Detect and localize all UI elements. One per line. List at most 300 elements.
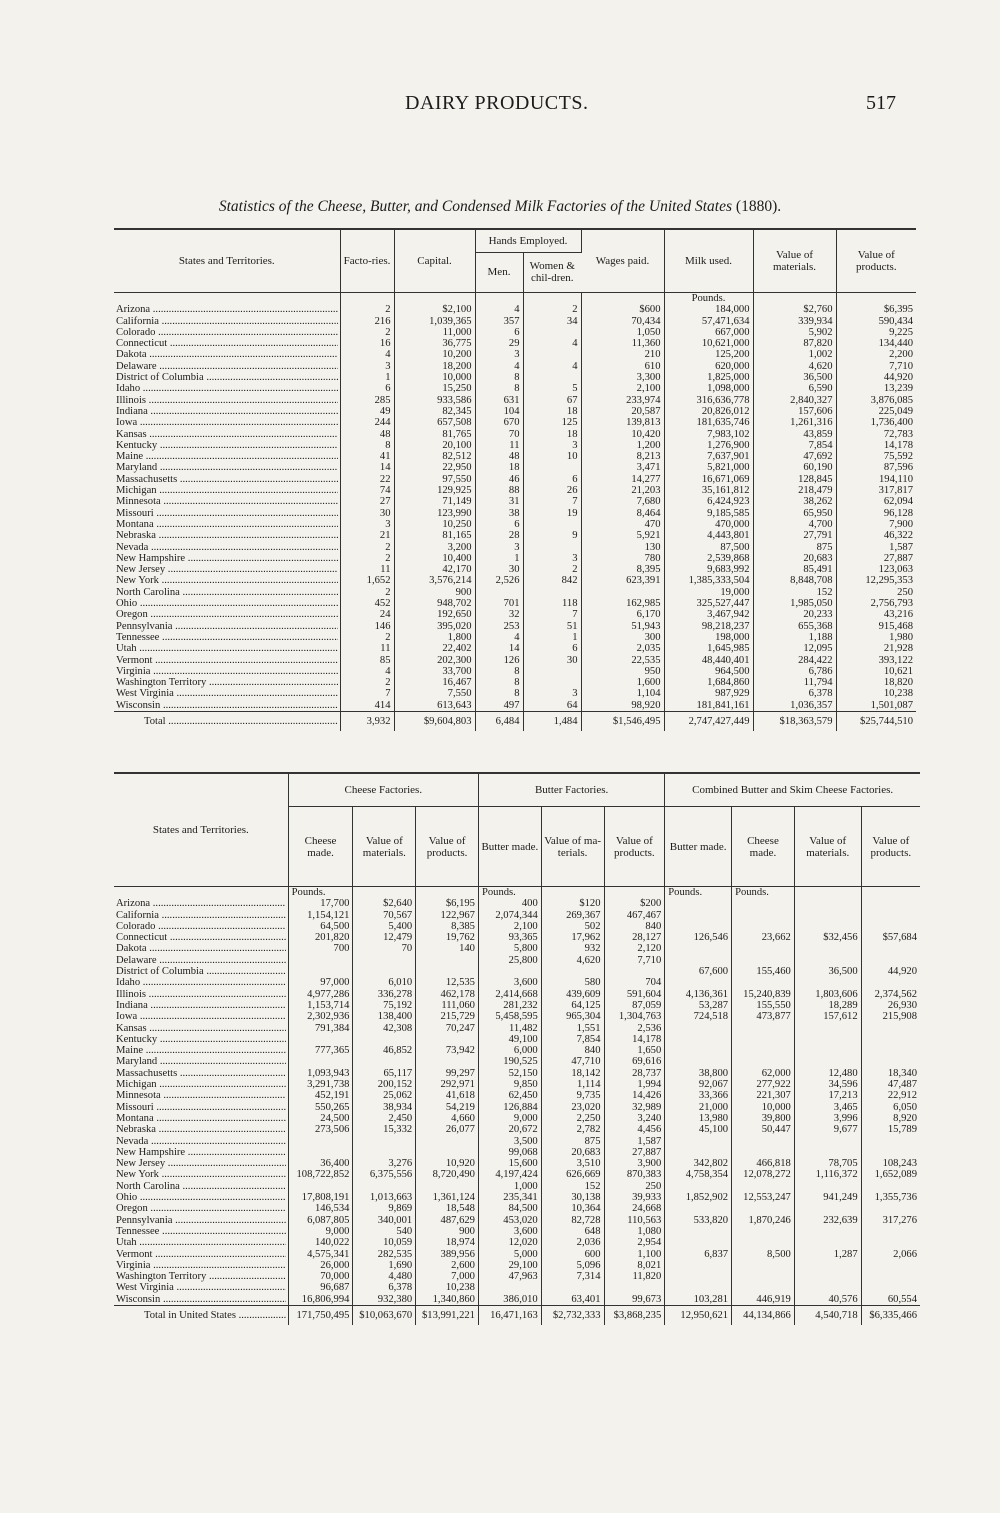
cell-value (732, 1181, 795, 1192)
table-row (114, 587, 916, 598)
state-name-text: Dakota ..... (116, 349, 338, 360)
cell-value: 10,920 (416, 1158, 479, 1169)
cell-value: 51,943 (581, 621, 664, 632)
cell-value: 221,307 (732, 1090, 795, 1101)
table-row (114, 564, 916, 575)
cell-value: 8,021 (604, 1260, 665, 1271)
cell-value: 950 (581, 666, 664, 677)
cell-value: 2,374,562 (874, 988, 917, 1000)
state-name (114, 530, 340, 541)
cell-value: 2,600 (416, 1260, 479, 1271)
state-name (114, 406, 340, 417)
cell-value: 2 (340, 327, 394, 338)
cell-value: 300 (581, 632, 664, 643)
cell-value: 98,218,237 (664, 621, 753, 632)
cell-value: 393,122 (878, 654, 914, 666)
state-name-text: Maine ..... (116, 1045, 286, 1056)
cell-value (861, 1260, 920, 1271)
cell-value: 1,013,663 (353, 1192, 416, 1203)
cell-value: 3 (475, 542, 523, 553)
table-row (114, 1147, 920, 1158)
cell-value: 7,314 (541, 1271, 604, 1282)
state-name-text: District of Columbia ..... (116, 966, 286, 977)
state-name (114, 898, 288, 909)
cell-value: 4 (340, 666, 394, 677)
state-name (114, 989, 288, 1000)
cell-value: 47,710 (541, 1056, 604, 1067)
factory-type-table (114, 772, 920, 1325)
state-name-text: Ohio ..... (116, 1192, 286, 1203)
state-name-text: Illinois ..... (116, 395, 338, 406)
cell-value: 70 (475, 429, 523, 440)
cell-value (732, 943, 795, 954)
cell-value: 17,700 (288, 898, 353, 909)
cell-value (861, 1271, 920, 1282)
table-row (114, 688, 916, 699)
cell-value (732, 898, 795, 909)
state-name-text: Maryland ..... (116, 462, 338, 473)
cell-value: 27,887 (604, 1147, 665, 1158)
state-name-text: Utah ..... (116, 1237, 286, 1248)
cell-value: 54,219 (416, 1102, 479, 1113)
cell-value: 2,250 (541, 1113, 604, 1124)
cell-value: 152 (541, 1181, 604, 1192)
cell-value: 875 (541, 1136, 604, 1147)
cell-value (794, 921, 861, 932)
cell-value: 6 (475, 519, 523, 530)
state-name (114, 417, 340, 428)
cell-value: 10,621,000 (664, 338, 753, 349)
cell-value: 108,722,852 (288, 1169, 353, 1180)
cell-value: 50,447 (732, 1124, 795, 1135)
cell-value: 4 (523, 361, 581, 372)
cell-value: 2,302,936 (288, 1011, 353, 1022)
cell-value: 235,341 (478, 1192, 541, 1203)
cell-value: 6 (523, 474, 581, 485)
state-name (114, 1045, 288, 1056)
cell-value: 1,803,606 (794, 989, 861, 1000)
cell-value: 780 (581, 553, 664, 564)
cell-value (861, 1181, 920, 1192)
cell-value: 1,036,357 (753, 700, 836, 712)
cell-value (794, 955, 861, 966)
cell-value: 6 (475, 327, 523, 338)
cell-value: 1,587 (604, 1136, 665, 1147)
cell-value: 128,845 (753, 474, 836, 485)
cell-value: 16,671,069 (664, 474, 753, 485)
total-row (114, 1305, 920, 1325)
cell-value (861, 1056, 920, 1067)
cell-value: 84,500 (478, 1203, 541, 1214)
cell-value: 2,450 (353, 1113, 416, 1124)
cell-value: 1,287 (794, 1249, 861, 1260)
state-name (114, 609, 340, 620)
cell-value: 8 (475, 688, 523, 699)
table-row (114, 598, 916, 609)
state-name (114, 1000, 288, 1011)
cell-value: 85 (340, 655, 394, 666)
cell-value (416, 955, 479, 966)
cell-value: 225,049 (878, 405, 914, 417)
cell-value: 7,854 (753, 440, 836, 451)
cell-value: 71,149 (394, 496, 475, 507)
col2-comb-materials: Value of materials. (794, 807, 861, 887)
state-name (114, 943, 288, 954)
cell-value: 3,510 (541, 1158, 604, 1169)
cell-value: 840 (541, 1045, 604, 1056)
cell-value: 18,289 (794, 1000, 861, 1011)
cell-value: 157,612 (794, 1011, 861, 1022)
cell-value: 48,440,401 (664, 655, 753, 666)
cell-value: 17,808,191 (288, 1192, 353, 1203)
cell-value: 3,600 (478, 977, 541, 988)
cell-value: 9 (523, 530, 581, 541)
cell-value: 1 (475, 553, 523, 564)
cell-value: 446,919 (732, 1294, 795, 1306)
cell-value: 4 (475, 632, 523, 643)
cell-value: 96,128 (883, 507, 914, 519)
cell-value: 3 (523, 553, 581, 564)
state-name (114, 1181, 288, 1192)
cell-value: 2,747,427,449 (664, 711, 753, 731)
cell-value: 70,567 (353, 910, 416, 921)
cell-value: 1,652 (340, 575, 394, 586)
cell-value: 62,450 (478, 1090, 541, 1101)
state-name-text: Tennessee ..... (116, 1226, 286, 1237)
cell-value: 118 (523, 598, 581, 609)
state-name (114, 643, 340, 654)
cell-value: 26,000 (288, 1260, 353, 1271)
cell-value (353, 1147, 416, 1158)
cell-value: 1,652,089 (874, 1169, 917, 1181)
cell-value: 10,059 (353, 1237, 416, 1248)
cell-value (794, 1034, 861, 1045)
cell-value (861, 1136, 920, 1147)
table-row (114, 655, 916, 666)
cell-value: 13,239 (883, 383, 914, 395)
col2-states: States and Territories. (114, 773, 288, 887)
cell-value: 8,385 (416, 921, 479, 932)
cell-value: 146 (340, 621, 394, 632)
cell-value: $10,063,670 (353, 1305, 416, 1325)
cell-value (288, 1181, 353, 1192)
state-name-text: Minnesota ..... (116, 496, 338, 507)
state-name (114, 429, 340, 440)
cell-value: $32,456 (794, 932, 861, 943)
table-caption (0, 198, 1000, 216)
cell-value: 123,063 (878, 564, 914, 576)
cell-value: 33,366 (665, 1090, 732, 1101)
cell-value (794, 943, 861, 954)
state-name-text: Indiana ..... (116, 1000, 286, 1011)
cell-value: 7,680 (581, 496, 664, 507)
cell-value (523, 327, 581, 338)
group-cheese-factories: Cheese Factories. (288, 773, 478, 807)
col2-butter-made: Butter made. (478, 807, 541, 887)
state-name (114, 316, 340, 327)
state-name-text: Nebraska ..... (116, 530, 338, 541)
state-name (114, 508, 340, 519)
state-name (114, 1068, 288, 1079)
cell-value: 11,000 (394, 327, 475, 338)
cell-value: 46 (475, 474, 523, 485)
cell-value: 6,378 (753, 688, 836, 699)
cell-value (794, 898, 861, 909)
cell-value: 900 (394, 587, 475, 598)
cell-value: 43,859 (753, 429, 836, 440)
table-row (114, 1056, 920, 1067)
cell-value: 6,010 (353, 977, 416, 988)
state-name-text: Maine ..... (116, 451, 338, 462)
cell-value (732, 1226, 795, 1237)
cell-value: 3,576,214 (394, 575, 475, 586)
cell-value: 701 (475, 598, 523, 609)
table-row (114, 989, 920, 1000)
cell-value (581, 587, 664, 598)
cell-value: 28 (475, 530, 523, 541)
group-combined-factories: Combined Butter and Skim Cheese Factories. (665, 773, 920, 807)
state-name-text: Kansas ..... (116, 1023, 286, 1034)
total-label (114, 711, 340, 731)
cell-value: 123,990 (394, 508, 475, 519)
cell-value: 14,178 (883, 439, 914, 451)
cell-value: 8,395 (581, 564, 664, 575)
cell-value (732, 977, 795, 988)
table-row (114, 1226, 920, 1237)
cell-value: 657,508 (394, 417, 475, 428)
cell-value (523, 677, 581, 688)
cell-value (732, 910, 795, 921)
cell-value: 3,932 (340, 711, 394, 731)
table-row (114, 1282, 920, 1293)
cell-value: 10,238 (883, 688, 914, 700)
cell-value: 129,925 (394, 485, 475, 496)
cell-value: 12,020 (478, 1237, 541, 1248)
cell-value: 171,750,495 (288, 1305, 353, 1325)
cell-value: 2 (340, 632, 394, 643)
cell-value: 78,705 (794, 1158, 861, 1169)
cell-value: 1 (340, 372, 394, 383)
cell-value (732, 1034, 795, 1045)
state-name-text: New York ..... (116, 575, 338, 586)
cell-value (353, 1034, 416, 1045)
state-name (114, 1023, 288, 1034)
cell-value: 134,440 (878, 338, 914, 350)
cell-value: 8 (475, 666, 523, 677)
state-name-text: Arizona ..... (116, 304, 338, 315)
state-name-text: Kansas ..... (116, 429, 338, 440)
state-name-text: Missouri ..... (116, 508, 338, 519)
table-row (114, 1113, 920, 1124)
cell-value: 7,983,102 (664, 429, 753, 440)
cell-value: 46,322 (883, 530, 914, 542)
unit-cell (861, 887, 920, 899)
cell-value: 41 (340, 451, 394, 462)
state-name-text: Virginia ..... (116, 666, 338, 677)
table-row (114, 621, 916, 632)
cell-value: $57,684 (882, 932, 917, 944)
state-name (114, 349, 340, 360)
cell-value (353, 966, 416, 977)
cell-value: 64,500 (288, 921, 353, 932)
table-row (114, 1102, 920, 1113)
state-name (114, 977, 288, 988)
table-row (114, 1068, 920, 1079)
state-name-text: Idaho ..... (116, 977, 286, 988)
unit-cell (794, 887, 861, 899)
cell-value: 20,826,012 (664, 406, 753, 417)
cell-value: $2,760 (753, 304, 836, 315)
state-name-text: Delaware ..... (116, 955, 286, 966)
cell-value: 31 (475, 496, 523, 507)
cell-value: 21,203 (581, 485, 664, 496)
unit-cell: Pounds. (665, 887, 732, 899)
cell-value: 9,185,585 (664, 508, 753, 519)
unit-cell (541, 887, 604, 899)
cell-value: 5,821,000 (664, 462, 753, 473)
state-name (114, 1158, 288, 1169)
cell-value: 670 (475, 417, 523, 428)
cell-value: 30 (475, 564, 523, 575)
cell-value: 108,243 (882, 1158, 917, 1170)
state-name-text: Oregon ..... (116, 1203, 286, 1214)
state-name-text: District of Columbia ..... (116, 372, 338, 383)
cell-value: 1,188 (753, 632, 836, 643)
cell-value: 6,375,556 (353, 1169, 416, 1180)
cell-value: 98,920 (581, 700, 664, 712)
cell-value (794, 977, 861, 988)
cell-value: 14 (475, 643, 523, 654)
cell-value: 99,673 (604, 1294, 665, 1306)
state-name-text: Michigan ..... (116, 1079, 286, 1090)
cell-value: 3,240 (604, 1113, 665, 1124)
cell-value: 9,683,992 (664, 564, 753, 575)
cell-value: 4,575,341 (288, 1249, 353, 1260)
state-name-text: Iowa ..... (116, 1011, 286, 1022)
cell-value (416, 1136, 479, 1147)
col-hands-employed: Hands Employed. (475, 229, 581, 252)
table-row (114, 609, 916, 620)
cell-value: $2,100 (394, 304, 475, 315)
cell-value: 623,391 (581, 575, 664, 586)
cell-value: 12,295,353 (865, 575, 914, 587)
cell-value: 2,100 (478, 921, 541, 932)
state-name-text: Dakota ..... (116, 943, 286, 954)
cell-value: 38,800 (665, 1068, 732, 1079)
table-row (114, 417, 916, 428)
table-row (114, 519, 916, 530)
state-name-text: Colorado ..... (116, 327, 338, 338)
cell-value (288, 1034, 353, 1045)
state-name-text: West Virginia ..... (116, 688, 338, 699)
table-row (114, 474, 916, 485)
cell-value (665, 910, 732, 921)
cell-value: 631 (475, 395, 523, 406)
cell-value: 9,850 (478, 1079, 541, 1090)
cell-value: 87,059 (604, 1000, 665, 1011)
cell-value: 26 (523, 485, 581, 496)
cell-value: 5 (523, 383, 581, 394)
cell-value: 2,782 (541, 1124, 604, 1135)
cell-value: 125,200 (664, 349, 753, 360)
state-name-text: Washington Territory ..... (116, 677, 338, 688)
cell-value (665, 921, 732, 932)
table-row (114, 575, 916, 586)
cell-value: 250 (897, 586, 914, 598)
state-name-text: Oregon ..... (116, 609, 338, 620)
cell-value: 842 (523, 575, 581, 586)
cell-value: 964,500 (664, 666, 753, 677)
cell-value (732, 1237, 795, 1248)
cell-value: 184,000 (664, 304, 753, 315)
cell-value (665, 1023, 732, 1034)
cell-value: 2,414,668 (478, 989, 541, 1000)
cell-value: 85,491 (753, 564, 836, 575)
state-name (114, 1237, 288, 1248)
col-women-children: Women & chil-dren. (523, 252, 581, 292)
col2-cheese-made: Cheese made. (288, 807, 353, 887)
cell-value: 40,576 (794, 1294, 861, 1306)
cell-value: 49 (340, 406, 394, 417)
cell-value: 19 (523, 508, 581, 519)
cell-value (665, 955, 732, 966)
col2-comb-cheese: Cheese made. (732, 807, 795, 887)
cell-value: 3,876,085 (870, 394, 914, 406)
unit-cell: Pounds. (732, 887, 795, 899)
cell-value: 7,710 (889, 360, 914, 372)
cell-value: 7 (523, 496, 581, 507)
cell-value: 1,098,000 (664, 383, 753, 394)
cell-value: 75,592 (883, 451, 914, 463)
state-name-text: Montana ..... (116, 1113, 286, 1124)
cell-value (353, 1181, 416, 1192)
state-name-text: Michigan ..... (116, 485, 338, 496)
cell-value: 65,117 (353, 1068, 416, 1079)
cell-value: 15,240,839 (732, 989, 795, 1000)
cell-value: 47,487 (887, 1079, 917, 1091)
cell-value: 36,400 (288, 1158, 353, 1169)
cell-value: 700 (288, 943, 353, 954)
cell-value: 157,606 (753, 406, 836, 417)
cell-value: 3,276 (353, 1158, 416, 1169)
cell-value: 22,950 (394, 462, 475, 473)
cell-value: 7,710 (604, 955, 665, 966)
cell-value: 57,471,634 (664, 316, 753, 327)
cell-value: 192,650 (394, 609, 475, 620)
state-name-text: New Jersey ..... (116, 1158, 286, 1169)
cell-value: 600 (541, 1249, 604, 1260)
cell-value: 2,526 (475, 575, 523, 586)
unit-cell (353, 887, 416, 899)
state-name-text: Total ..... (144, 716, 338, 727)
cell-value (732, 955, 795, 966)
caption-text: Statistics of the Cheese, Butter, and Condensed Milk Factories of the United States (218, 198, 733, 215)
cell-value (288, 1147, 353, 1158)
cell-value: 16,467 (394, 677, 475, 688)
cell-value (523, 349, 581, 360)
cell-value: 8 (475, 677, 523, 688)
cell-value: 12,553,247 (732, 1192, 795, 1203)
cell-value (794, 1226, 861, 1237)
cell-value: 6,590 (753, 383, 836, 394)
table-row (114, 1237, 920, 1248)
cell-value (288, 966, 353, 977)
state-name (114, 383, 340, 394)
cell-value: 18,142 (541, 1068, 604, 1079)
cell-value: 6 (340, 383, 394, 394)
cell-value: 497 (475, 700, 523, 712)
running-head (0, 92, 1000, 122)
